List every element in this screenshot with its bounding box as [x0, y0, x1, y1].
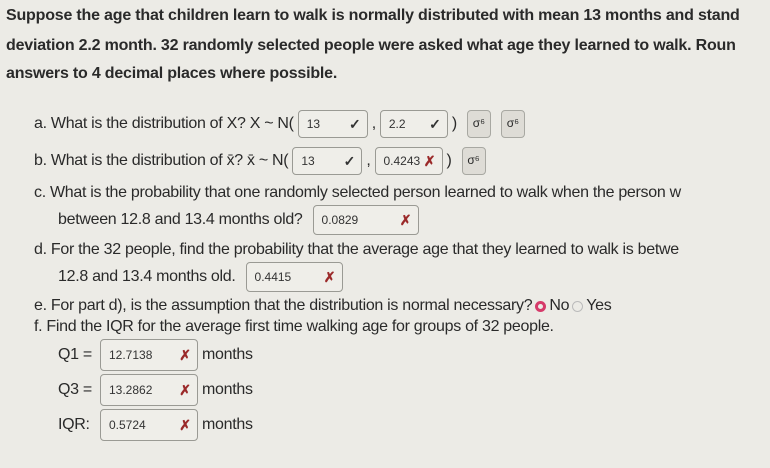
unit: months — [202, 381, 253, 398]
formula-icon[interactable]: σ⁶ — [467, 110, 491, 138]
intro-line-1: Suppose the age that children learn to walk is normally distributed with mean 13 months and stand — [6, 7, 740, 24]
intro-line-3: answers to 4 decimal places where possible. — [6, 65, 338, 82]
question-a: a. What is the distribution of X? X ~ N( — [34, 115, 294, 132]
q3-label: Q3 = — [58, 381, 92, 398]
x-icon: ✗ — [399, 211, 412, 228]
question-d-cont: 12.8 and 13.4 months old. — [58, 268, 236, 285]
value: 13 — [306, 117, 321, 131]
comma: , — [366, 152, 371, 169]
question-f: f. Find the IQR for the average first time walking age for groups of 32 people. — [34, 318, 554, 335]
value: 0.4243 — [383, 154, 421, 168]
row-q1 — [58, 339, 253, 371]
unit: months — [202, 346, 253, 363]
row-c-cont — [58, 205, 419, 235]
iqr-input[interactable] — [100, 409, 198, 441]
value: 0.4415 — [254, 270, 292, 284]
paren: ) — [446, 152, 452, 169]
row-c — [34, 183, 681, 203]
x-icon: ✗ — [179, 416, 191, 433]
comma: , — [371, 115, 376, 132]
q3-input[interactable] — [100, 374, 198, 406]
x-icon: ✗ — [323, 268, 336, 285]
check-icon: ✓ — [343, 152, 356, 169]
unit: months — [202, 416, 253, 433]
paren: ) — [451, 115, 457, 132]
question-e — [34, 296, 611, 316]
b-se-input[interactable] — [375, 147, 443, 175]
d-answer-input[interactable] — [246, 262, 343, 292]
q1-label: Q1 = — [58, 346, 92, 363]
radio-yes-label: Yes — [586, 297, 612, 314]
c-answer-input[interactable] — [313, 205, 419, 235]
a-mean-input[interactable] — [298, 110, 368, 138]
iqr-label: IQR: — [58, 416, 90, 433]
value: 0.5724 — [109, 418, 146, 432]
intro-line-2: deviation 2.2 month. 32 randomly selected people were asked what age they learned to walk. Roun — [6, 37, 736, 54]
radio-yes[interactable] — [572, 301, 583, 312]
x-icon: ✗ — [423, 152, 436, 169]
radio-no[interactable] — [535, 301, 546, 312]
b-mean-input[interactable] — [292, 147, 362, 175]
question-b: b. What is the distribution of x̄? x̄ ~ N( — [34, 152, 289, 169]
row-a — [34, 110, 525, 138]
value: 13 — [301, 154, 315, 168]
row-f — [34, 317, 554, 337]
x-icon: ✗ — [179, 381, 191, 398]
question-e-text: e. For part d), is the assumption that the distribution is normal necessary? — [34, 297, 533, 314]
row-iqr — [58, 409, 253, 441]
q1-input[interactable] — [100, 339, 198, 371]
x-icon: ✗ — [179, 346, 191, 363]
value: 0.0829 — [321, 213, 359, 227]
formula-icon[interactable]: σ⁶ — [462, 147, 486, 175]
radio-no-label: No — [549, 297, 570, 314]
value: 2.2 — [388, 117, 406, 131]
check-icon: ✓ — [429, 115, 441, 132]
question-c: c. What is the probability that one randomly selected person learned to walk when the person w — [34, 184, 681, 201]
question-c-cont: between 12.8 and 13.4 months old? — [58, 211, 303, 228]
row-d — [34, 240, 679, 260]
row-b — [34, 147, 486, 175]
row-d-cont — [58, 262, 343, 292]
check-icon: ✓ — [348, 115, 361, 132]
question-d: d. For the 32 people, find the probability that the average age that they learned to walk is betwe — [34, 241, 679, 258]
value: 13.2862 — [109, 383, 153, 397]
value: 12.7138 — [109, 348, 153, 362]
formula-icon[interactable]: σ⁶ — [501, 110, 525, 138]
row-q3 — [58, 374, 253, 406]
a-sd-input[interactable] — [380, 110, 448, 138]
